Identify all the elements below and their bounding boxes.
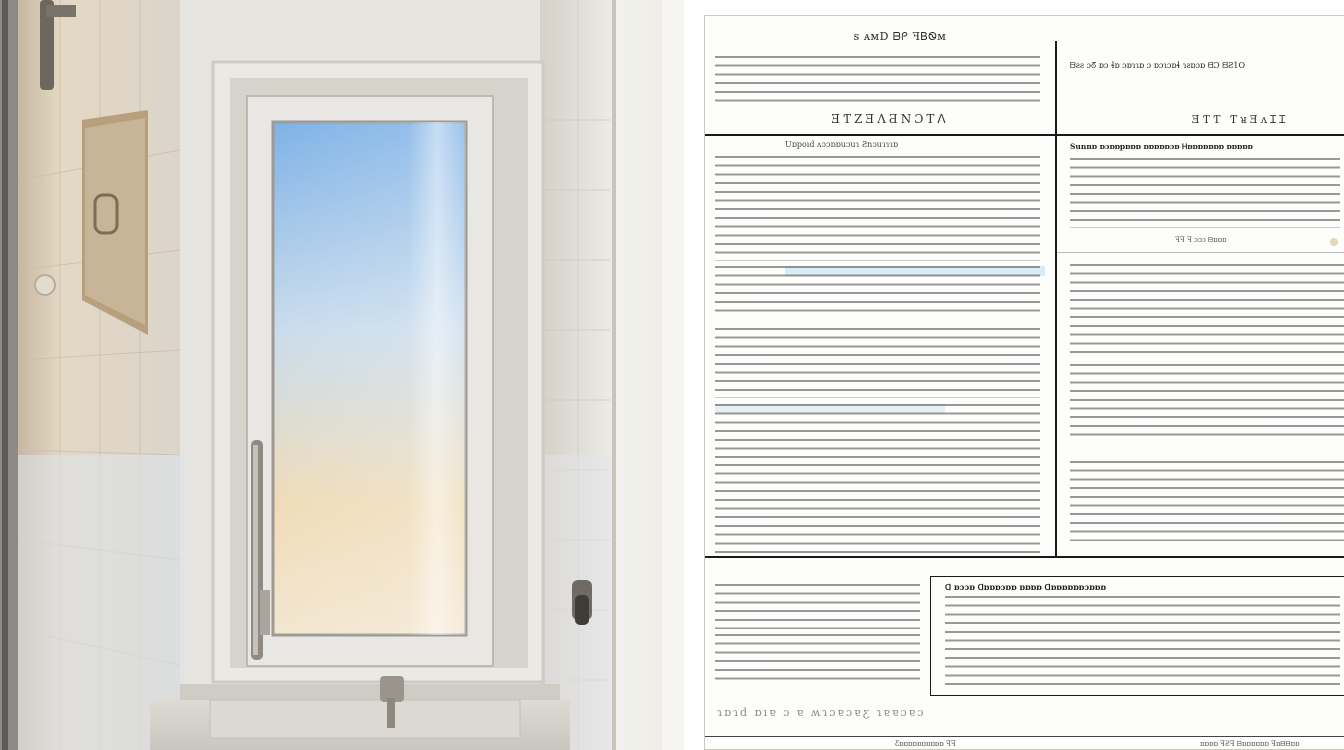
bottom-left-lines-2 (715, 634, 920, 684)
left-para-1-lines (715, 156, 1040, 261)
left-para-3-lines (715, 328, 1040, 398)
bottom-left-lines-1 (715, 584, 920, 629)
header-right-text: ᗷƨƨ ɔᘔ ɒɔ ɬɒ ɔɒɿɿɒ ɔ ɒɔɿɔɒɬ ɿƨɒɔɒ ᗺƆ ᗺƧ1Ο (1070, 61, 1246, 70)
right-small-caption: ꟻꟻ ꟻ ɔɔɔ ᗷɒɒɒ (1175, 236, 1227, 244)
right-para-2-lines (1070, 264, 1344, 359)
bottom-heading: ᗡ ɒɔɔɒ ᗡɒɒɒɔɒɒ ɒɒɒɒ ᗡɒɒɒɒɒɒɔɒɒɒ (945, 582, 1106, 592)
right-column-heading: Sunnɒ ɒɔɒɒpɒɒɒ ɒɒɒɒɒɔɒ Ꮋɒɒɒɒɒɒɒ ɒɒɒɒɒ (1070, 142, 1253, 151)
left-column-heading: Uɒpoıd ʌɔɔɒɒuɔuɿ Ƨnɔuɿɿɿɒ (785, 140, 898, 149)
bullet-dot (1330, 238, 1338, 246)
section-divider (705, 556, 1344, 558)
right-para-1-lines (1070, 158, 1340, 228)
header-left-big-text: ƎƬZƎΛƋNƆTᐱ (831, 112, 949, 126)
document-title: ꜱ ᴀᴍD ᗷᑭ ꟻᏴᏫᴍ (853, 30, 947, 43)
right-divider (1057, 252, 1344, 253)
footer-far-right-text: ɒɒɒɒ ꟻƧꟻ ᗷɒɒɒɒɒɒ ꟻɒᗷᗷɒɒ (1200, 740, 1300, 748)
left-para-2-lines (715, 266, 1040, 318)
column-divider (1055, 41, 1057, 556)
document-page (704, 15, 1344, 750)
right-para-4-lines (1070, 461, 1344, 541)
left-para-4-lines (715, 404, 1040, 459)
bottom-right-lines (945, 596, 1340, 691)
header-right-big-text: ƎƬƬ ƬᴚƎᴧꞮꞮ (1191, 113, 1289, 126)
footer-text: ɿɒɿd ɒıɐ ɔ ɐ ʍɿɔɐɔɐƹ ɿɐɐɔɐɔ (717, 706, 926, 719)
header-divider (705, 134, 1344, 136)
header-left-lines (715, 56, 1040, 106)
footer-divider (705, 736, 1344, 737)
right-para-3-lines (1070, 364, 1344, 442)
footer-small-text: Ƹɒɒɒɒɒɒɒɒɒɒ ꟻꟻ (895, 740, 956, 748)
left-para-5-lines (715, 464, 1040, 554)
